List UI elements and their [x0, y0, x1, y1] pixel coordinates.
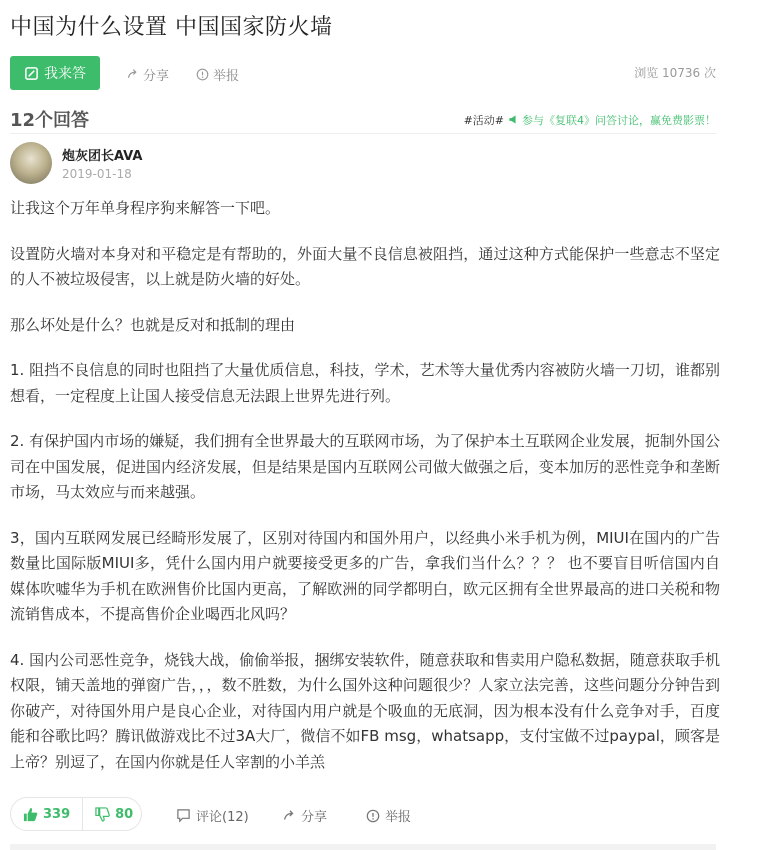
upvote-count: 339: [43, 806, 71, 822]
author-name[interactable]: 炮灰团长AVA: [62, 149, 143, 164]
edit-icon: [24, 66, 39, 81]
share-link[interactable]: [126, 65, 169, 84]
comment-icon: [176, 808, 191, 823]
view-count: 浏览 10736 次: [634, 66, 716, 80]
answer-paragraph: 让我这个万年单身程序狗来解答一下吧。: [10, 199, 281, 217]
answer-footer: [10, 797, 716, 833]
vote-box: [10, 797, 142, 831]
activity-text: 参与《复联4》问答讨论，赢免费影票！: [522, 114, 716, 127]
share-icon: [282, 809, 296, 823]
answer-paragraph: 3，国内互联网发展已经畸形发展了，区别对待国内和国外用户，以经典小米手机为例，MIUI在国内的广告数量比国际版MIUI多，凭什么国内用户就要接受更多的广告，拿我们当什么？？？ 也不要盲目听信国内自媒体吹嘘华为手机在欧洲售价比国内更高，了解欧洲的同学都明白，欧元区拥有全世界最高的进口关税和物流销售成本，不提高售价企业喝西北风吗？: [10, 528, 720, 623]
answer-paragraph: 1. 阻挡不良信息的同时也阻挡了大量优质信息，科技，学术，艺术等大量优秀内容被防火墙一刀切，谁都别想看，一定程度上让国人接受信息无法跟上世界先进行列。: [10, 361, 720, 405]
answer-button-label: 我来答: [44, 66, 86, 82]
answer-paragraph: 2. 有保护国内市场的嫌疑，我们拥有全世界最大的互联网市场，为了保护本土互联网企业发展，扼制外国公司在中国发展，促进国内经济发展，但是结果是国内互联网公司做大做强之后，变本加厉的恶性竞争和垄断市场，马太效应与而来越强。: [10, 432, 720, 501]
share-icon: [126, 68, 139, 81]
report-icon: [196, 68, 209, 81]
answer-paragraph: 4. 国内公司恶性竞争，烧钱大战，偷偷举报，捆绑安装软件，随意获取和售卖用户隐私数据，随意获取手机权限，铺天盖地的弹窗广告，，，数不胜数，为什么国外这种问题很少？人家立法完善，这些问题分分钟告到你破产，对待国外用户是良心企业，对待国内用户就是个吸血的无底洞，因为根本没有什么竞争对手，百度能和谷歌比吗？腾讯做游戏比不过3A大厂，微信不如FB msg，whatsapp，支付宝做不过paypal，顾客是上帝？别逗了，在国内你就是任人宰割的小羊羔: [10, 650, 720, 771]
answer-report-label: 举报: [385, 810, 412, 825]
answer-share-label: 分享: [301, 810, 328, 825]
upvote-button[interactable]: [11, 798, 83, 830]
downvote-button[interactable]: [83, 798, 145, 830]
question-title: 中国为什么设置 中国国家防火墙: [10, 15, 333, 40]
answer-body: [10, 196, 720, 795]
report-link-label: 举报: [213, 69, 240, 84]
divider: [10, 844, 716, 850]
downvote-count: 80: [115, 806, 134, 822]
answer-count: 12个回答: [10, 110, 90, 131]
comment-link[interactable]: [176, 806, 249, 825]
answer-button[interactable]: [10, 56, 100, 90]
answer-report-link[interactable]: [366, 806, 411, 825]
answer-date: 2019-01-18: [62, 167, 132, 181]
answers-header: [10, 106, 716, 134]
avatar[interactable]: [10, 142, 52, 184]
share-link-label: 分享: [143, 69, 170, 84]
thumbs-up-icon: [23, 807, 38, 822]
report-icon: [366, 809, 380, 823]
bullhorn-icon: [508, 114, 519, 125]
answer-paragraph: 设置防火墙对本身对和平稳定是有帮助的，外面大量不良信息被阻挡，通过这种方式能保护一些意志不坚定的人不被垃圾侵害，以上就是防火墙的好处。: [10, 244, 720, 288]
activity-banner[interactable]: [464, 112, 716, 128]
answer-paragraph: 那么坏处是什么？也就是反对和抵制的理由: [10, 315, 296, 334]
activity-tag: #活动#: [463, 114, 504, 127]
comment-link-label: 评论(12): [196, 810, 249, 825]
question-actions: [10, 56, 716, 90]
thumbs-down-icon: [95, 807, 110, 822]
report-link[interactable]: [196, 65, 239, 84]
answer-share-link[interactable]: [282, 806, 327, 825]
